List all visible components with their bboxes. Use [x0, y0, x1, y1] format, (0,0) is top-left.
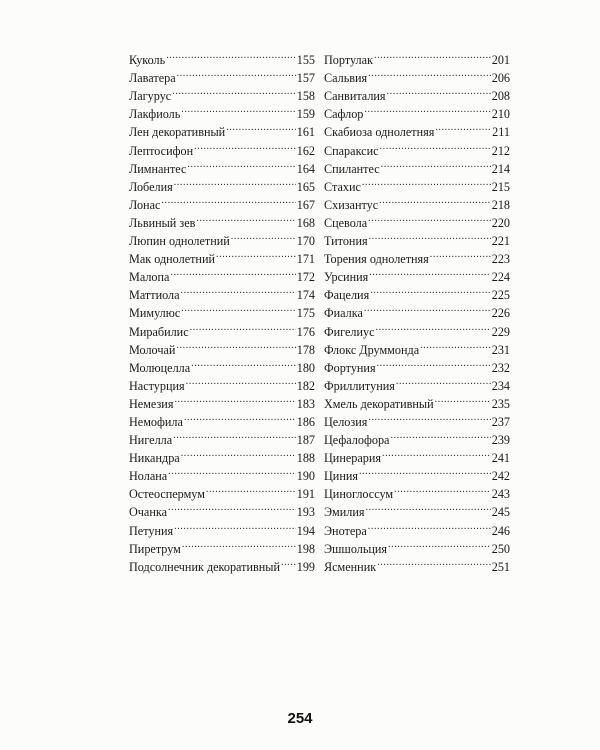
entry-name: Куколь	[129, 53, 166, 68]
entry-page-number: 245	[491, 505, 510, 520]
dot-leader	[173, 426, 296, 444]
dot-leader	[166, 46, 296, 64]
dot-leader	[191, 354, 296, 372]
entry-page-number: 171	[296, 252, 315, 267]
dot-leader	[435, 118, 491, 136]
entry-page-number: 243	[491, 487, 510, 502]
entry-name: Молюцелла	[129, 360, 191, 375]
entry-name: Лен декоративный	[129, 125, 226, 140]
entry-page-number: 242	[491, 469, 510, 484]
entry-name: Санвиталия	[324, 89, 386, 104]
entry-name: Эшшольция	[324, 541, 388, 556]
dot-leader	[369, 263, 490, 281]
entry-page-number: 224	[491, 270, 510, 285]
index-entry	[324, 46, 510, 68]
dot-leader	[366, 498, 491, 516]
entry-page-number: 212	[491, 143, 510, 158]
dot-leader	[376, 317, 491, 335]
entry-page-number: 208	[491, 89, 510, 104]
entry-page-number: 168	[296, 215, 315, 230]
dot-leader	[190, 317, 296, 335]
dot-leader	[206, 480, 296, 498]
entry-name: Стахис	[324, 179, 361, 194]
dot-leader	[187, 155, 295, 173]
entry-name: Скабиоза однолетняя	[324, 125, 435, 140]
dot-leader	[194, 136, 296, 154]
entry-name: Циния	[324, 469, 358, 484]
dot-leader	[382, 444, 491, 462]
dot-leader	[362, 173, 491, 191]
entry-name: Немезия	[129, 396, 174, 411]
entry-page-number: 164	[296, 161, 315, 176]
dot-leader	[174, 516, 296, 534]
dot-leader	[184, 408, 296, 426]
entry-name: Лаватера	[129, 71, 176, 86]
entry-page-number: 188	[296, 451, 315, 466]
entry-page-number: 246	[491, 523, 510, 538]
dot-leader	[390, 426, 490, 444]
entry-page-number: 167	[296, 197, 315, 212]
entry-page-number: 158	[296, 89, 315, 104]
entry-page-number: 186	[296, 414, 315, 429]
entry-page-number: 241	[491, 451, 510, 466]
dot-leader	[181, 444, 296, 462]
entry-page-number: 155	[296, 53, 315, 68]
entry-page-number: 235	[491, 396, 510, 411]
dot-leader	[186, 372, 296, 390]
entry-page-number: 199	[296, 559, 315, 574]
dot-leader	[377, 354, 491, 372]
entry-name: Целозия	[324, 414, 368, 429]
dot-leader	[216, 245, 296, 263]
entry-page-number: 174	[296, 288, 315, 303]
entry-name: Очанка	[129, 505, 168, 520]
dot-leader	[364, 100, 490, 118]
entry-name: Лонас	[129, 197, 161, 212]
entry-name: Нигелла	[129, 433, 173, 448]
entry-page-number: 223	[491, 252, 510, 267]
dot-leader	[374, 46, 491, 64]
entry-name: Настурция	[129, 378, 185, 393]
entry-name: Молочай	[129, 342, 176, 357]
dot-leader	[161, 191, 295, 209]
entry-page-number: 182	[296, 378, 315, 393]
entry-name: Лимнантес	[129, 161, 187, 176]
dot-leader	[226, 118, 296, 136]
entry-name: Сальвия	[324, 71, 368, 86]
dot-leader	[182, 535, 296, 553]
entry-page-number: 229	[491, 324, 510, 339]
dot-leader	[435, 390, 491, 408]
entry-page-number: 220	[491, 215, 510, 230]
entry-name: Цинерария	[324, 451, 381, 466]
entry-page-number: 218	[491, 197, 510, 212]
entry-page-number: 237	[491, 414, 510, 429]
entry-name: Лакфиоль	[129, 107, 181, 122]
entry-name: Цефалофора	[324, 433, 390, 448]
dot-leader	[394, 480, 491, 498]
entry-page-number: 193	[296, 505, 315, 520]
entry-name: Фриллитуния	[324, 378, 395, 393]
entry-page-number: 190	[296, 469, 315, 484]
entry-page-number: 176	[296, 324, 315, 339]
dot-leader	[368, 209, 491, 227]
index-column-right	[324, 46, 510, 574]
dot-leader	[231, 227, 296, 245]
entry-name: Эмилия	[324, 505, 365, 520]
entry-name: Хмель декоративный	[324, 396, 434, 411]
entry-name: Петуния	[129, 523, 174, 538]
entry-name: Мирабилис	[129, 324, 189, 339]
entry-name: Пиретрум	[129, 541, 181, 556]
entry-page-number: 161	[296, 125, 315, 140]
entry-name: Немофила	[129, 414, 183, 429]
entry-name: Спараксис	[324, 143, 379, 158]
entry-page-number: 239	[491, 433, 510, 448]
entry-name: Люпин однолетний	[129, 234, 230, 249]
entry-name: Остеоспермум	[129, 487, 205, 502]
entry-page-number: 234	[491, 378, 510, 393]
dot-leader	[170, 263, 295, 281]
entry-page-number: 198	[296, 541, 315, 556]
entry-name: Лобелия	[129, 179, 173, 194]
entry-page-number: 191	[296, 487, 315, 502]
dot-leader	[196, 209, 295, 227]
entry-name: Титония	[324, 234, 368, 249]
dot-leader	[388, 535, 491, 553]
dot-leader	[368, 516, 491, 534]
dot-leader	[396, 372, 491, 390]
dot-leader	[181, 281, 296, 299]
entry-name: Маттиола	[129, 288, 180, 303]
dot-leader	[281, 553, 296, 571]
entry-name: Фацелия	[324, 288, 370, 303]
entry-page-number: 231	[491, 342, 510, 357]
dot-leader	[420, 336, 491, 354]
entry-name: Львиный зев	[129, 215, 196, 230]
entry-name: Энотера	[324, 523, 367, 538]
entry-page-number: 178	[296, 342, 315, 357]
dot-leader	[181, 299, 295, 317]
entry-name: Схизантус	[324, 197, 379, 212]
dot-leader	[430, 245, 491, 263]
entry-name: Подсолнечник декоративный	[129, 559, 280, 574]
dot-leader	[177, 64, 296, 82]
entry-name: Лагурус	[129, 89, 172, 104]
entry-name: Нолана	[129, 469, 168, 484]
entry-page-number: 250	[491, 541, 510, 556]
entry-page-number: 172	[296, 270, 315, 285]
dot-leader	[368, 64, 491, 82]
dot-leader	[359, 462, 491, 480]
dot-leader	[369, 227, 491, 245]
dot-leader	[168, 462, 296, 480]
entry-page-number: 180	[296, 360, 315, 375]
dot-leader	[172, 82, 296, 100]
dot-leader	[176, 336, 295, 354]
entry-name: Торения однолетняя	[324, 252, 429, 267]
entry-page-number: 165	[296, 179, 315, 194]
entry-page-number: 232	[491, 360, 510, 375]
page-number: 254	[287, 710, 313, 727]
entry-name: Флокс Друммонда	[324, 342, 420, 357]
entry-name: Циноглоссум	[324, 487, 394, 502]
dot-leader	[168, 498, 296, 516]
entry-name: Фортуния	[324, 360, 376, 375]
entry-name: Мак однолетний	[129, 252, 215, 267]
entry-name: Сцевола	[324, 215, 368, 230]
entry-page-number: 206	[491, 71, 510, 86]
entry-name: Никандра	[129, 451, 180, 466]
entry-name: Спилантес	[324, 161, 380, 176]
entry-name: Урсиния	[324, 270, 369, 285]
entry-page-number: 210	[491, 107, 510, 122]
entry-name: Фиалка	[324, 306, 363, 321]
dot-leader	[181, 100, 295, 118]
entry-page-number: 159	[296, 107, 315, 122]
entry-name: Малопа	[129, 270, 170, 285]
dot-leader	[364, 299, 491, 317]
dot-leader	[380, 136, 491, 154]
dot-leader	[387, 82, 491, 100]
entry-page-number: 175	[296, 306, 315, 321]
entry-page-number: 187	[296, 433, 315, 448]
dot-leader	[174, 173, 296, 191]
dot-leader	[174, 390, 295, 408]
entry-page-number: 215	[491, 179, 510, 194]
entry-name: Ясменник	[324, 559, 377, 574]
index-column-left	[129, 46, 315, 574]
entry-page-number: 221	[491, 234, 510, 249]
entry-page-number: 225	[491, 288, 510, 303]
entry-name: Портулак	[324, 53, 373, 68]
dot-leader	[381, 155, 491, 173]
dot-leader	[368, 408, 490, 426]
index-entry	[129, 46, 315, 68]
entry-page-number: 162	[296, 143, 315, 158]
entry-page-number: 251	[491, 559, 510, 574]
entry-page-number: 157	[296, 71, 315, 86]
entry-page-number: 183	[296, 396, 315, 411]
entry-page-number: 170	[296, 234, 315, 249]
entry-name: Лептосифон	[129, 143, 194, 158]
entry-page-number: 214	[491, 161, 510, 176]
dot-leader	[379, 191, 491, 209]
dot-leader	[377, 553, 491, 571]
entry-page-number: 201	[491, 53, 510, 68]
entry-name: Мимулюс	[129, 306, 181, 321]
entry-name: Сафлор	[324, 107, 364, 122]
entry-name: Фигелиус	[324, 324, 375, 339]
entry-page-number: 194	[296, 523, 315, 538]
entry-page-number: 226	[491, 306, 510, 321]
dot-leader	[370, 281, 491, 299]
entry-page-number: 211	[492, 125, 510, 140]
